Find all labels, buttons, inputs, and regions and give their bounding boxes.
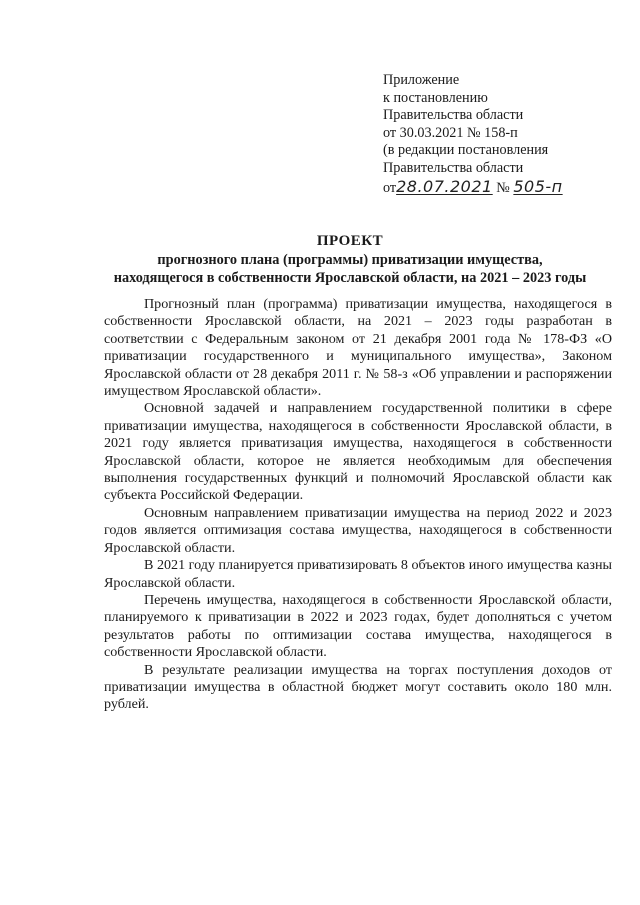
attachment-line: Приложение	[383, 72, 460, 88]
body-paragraph: В 2021 году планируется приватизировать 8 объектов иного имущества казны Ярославской области.	[104, 557, 612, 591]
attachment-line: (в редакции постановления	[383, 142, 549, 159]
document-title-block	[90, 232, 610, 287]
document-subtitle-line2: находящегося в собственности Ярославской области, на 2021 – 2023 годы	[113, 270, 587, 286]
body-paragraph: Прогнозный план (программа) приватизации имущества, находящегося в собственности Ярославской области, на 2021 – 2023 годы разработан в соответствии с Федеральным законом от 21 декабря 2001 года № 178-ФЗ «О приватизации государственного и муниципального имущества», Законом Ярославской области от 28 декабря 2011 г. № 58-з «Об управлении и распоряжении имуществом Ярославской области».	[104, 296, 612, 400]
attachment-line: Правительства области	[383, 107, 524, 124]
body-paragraph: Основным направлением приватизации имущества на период 2022 и 2023 годов является оптимизация состава имущества, находящегося в собственности Ярославской области.	[104, 504, 612, 556]
attachment-line: Правительства области	[383, 159, 524, 176]
amendment-number-label: №	[496, 179, 510, 196]
document-body	[104, 296, 612, 714]
attachment-line: к постановлению	[383, 89, 488, 106]
attachment-amendment-line	[383, 178, 623, 198]
amendment-prefix: от	[383, 179, 397, 196]
attachment-header	[383, 72, 623, 197]
body-paragraph: Основной задачей и направлением государственной политики в сфере приватизации имущества, находящегося в собственности Ярославской области, в 2021 году является приватизация имущества, находящегося в собственности Ярославской области, которое не является необходимым для обеспечения выполнения государственных функций и полномочий Ярославской области как субъекта Российской Федерации.	[104, 400, 612, 504]
body-paragraph: В результате реализации имущества на торгах поступления доходов от приватизации имущества в областной бюджет могут составить около 180 млн. рублей.	[104, 661, 612, 713]
document-title: ПРОЕКТ	[316, 233, 384, 249]
document-subtitle-line1: прогнозного плана (программы) приватизации имущества,	[157, 252, 543, 268]
handwritten-number: 505-п	[513, 176, 563, 196]
body-paragraph: Перечень имущества, находящегося в собственности Ярославской области, планируемого к приватизации в 2022 и 2023 годах, будет дополняться с учетом результатов работы по оптимизации состава имущества, находящегося в собственности Ярославской области.	[104, 591, 612, 661]
handwritten-date: 28.07.2021	[396, 176, 493, 196]
attachment-line: от 30.03.2021 № 158-п	[383, 124, 518, 141]
